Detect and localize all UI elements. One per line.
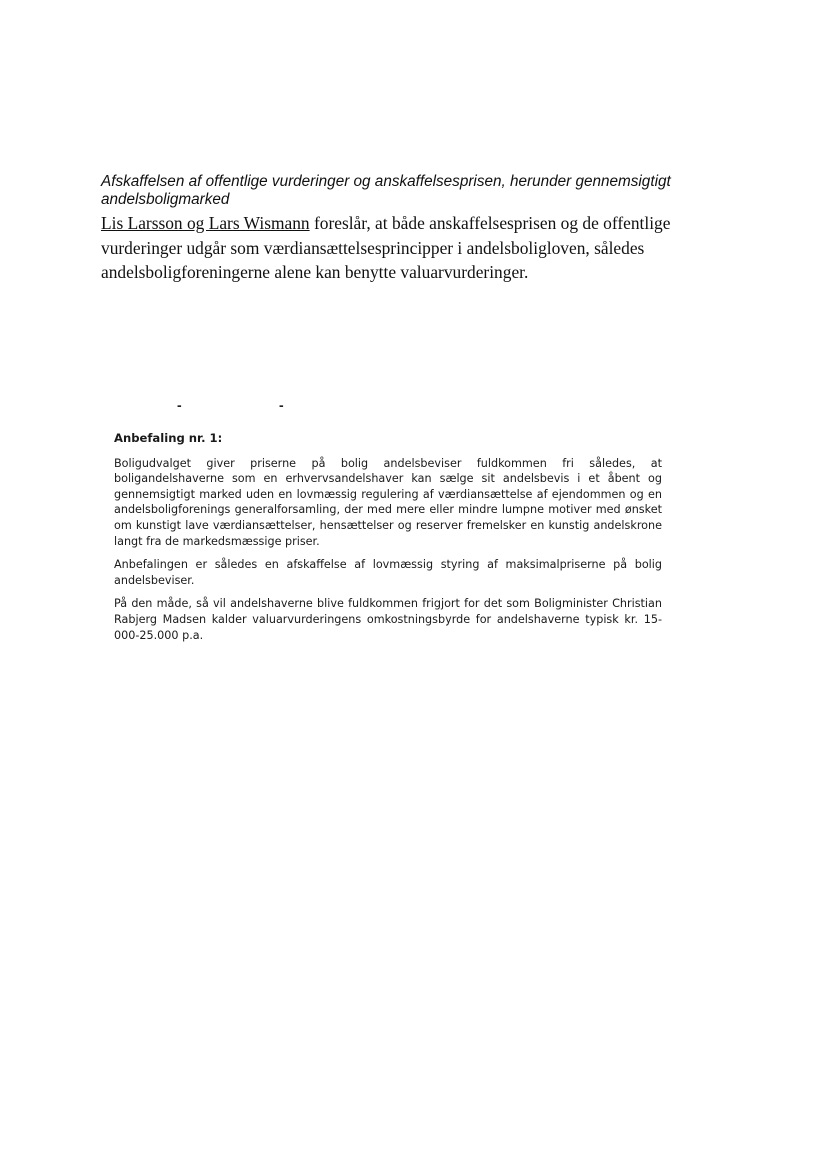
proposal-text: foreslår, at både anskaffelsesprisen og de offentlige vurderinger udgår som værdiansættelsesprincipper i andelsboligloven, således andelsboligforeningerne alene kan benytte valuarvurderinger. xyxy=(101,213,671,282)
recommendation-paragraph: Boligudvalget giver priserne på bolig andelsbeviser fuldkommen fri således, at boligandelshaverne som en erhvervsandelshaver kan sælge sit andelsbevis i et åbent og gennemsigtigt marked uden en lovmæssig regulering af værdiansættelse af ejendommen og en andelsboligforenings generalforsamling, der med mere eller mindre lumpne motiver med ønsket om kunstigt lave værdiansættelser, hensættelser og reserver fremelsker en kunstig andelskrone langt fra de markedsmæssige priser. xyxy=(114,456,662,548)
proposal-paragraph xyxy=(101,211,720,285)
recommendation-title: Anbefaling nr. 1: xyxy=(114,431,223,445)
recommendation-block xyxy=(114,431,662,651)
dash-mark: - xyxy=(279,397,284,413)
dash-mark: - xyxy=(177,397,182,413)
section-heading: Afskaffelsen af offentlige vurderinger og anskaffelsesprisen, herunder gennemsigtigt andelsboligmarked xyxy=(101,173,671,208)
authors-link[interactable]: Lis Larsson og Lars Wismann xyxy=(101,213,310,233)
recommendation-paragraph: På den måde, så vil andelshaverne blive fuldkommen frigjort for det som Boligminister Christian Rabjerg Madsen kalder valuarvurderingens omkostningsbyrde for andelshaverne typisk kr. 15-000-25.000 p.a. xyxy=(114,597,662,642)
recommendation-paragraph: Anbefalingen er således en afskaffelse af lovmæssig styring af maksimalpriserne på bolig andelsbeviser. xyxy=(114,558,662,587)
